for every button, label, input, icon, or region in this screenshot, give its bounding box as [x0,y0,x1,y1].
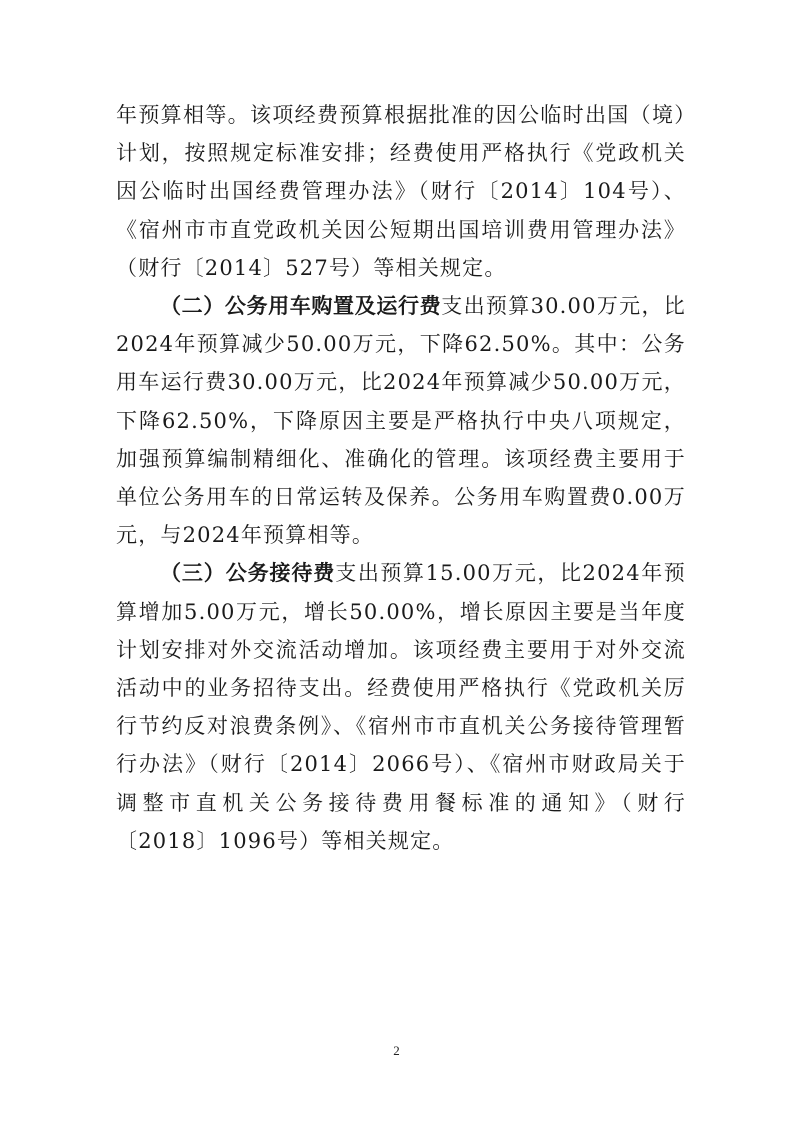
page-number: 2 [393,1043,400,1058]
paragraph-text: 年预算相等。该项经费预算根据批准的因公临时出国（境）计划，按照规定标准安排；经费使用严格执行《党政机关因公临时出国经费管理办法》（财行〔2014〕104号）、《宿州市市直党政机关因公短期出国培训费用管理办法》（财行〔2014〕527号）等相关规定。 [116,103,686,280]
paragraph-overseas-travel [116,96,686,287]
paragraph-text: 支出预算15.00万元，比2024年预算增加5.00万元，增长50.00%，增长原因主要是当年度计划安排对外交流活动增加。该项经费主要用于对外交流活动中的业务招待支出。经费使用严格执行《党政机关厉行节约反对浪费条例》、《宿州市市直机关公务接待管理暂行办法》（财行〔2014〕2066号）、《宿州市财政局关于调整市直机关公务接待费用餐标准的通知》（财行〔2018〕1096号）等相关规定。 [116,561,686,853]
section-heading-reception: （三）公务接待费 [160,561,336,586]
paragraph-official-vehicles [116,287,686,554]
paragraph-text: 支出预算30.00万元，比2024年预算减少50.00万元，下降62.50%。其中：公务用车运行费30.00万元，比2024年预算减少50.00万元，下降62.50%，下降原因主要是严格执行中央八项规定，加强预算编制精细化、准确化的管理。该项经费主要用于单位公务用车的日常运转及保养。公务用车购置费0.00万元，与2024年预算相等。 [116,294,687,548]
paragraph-official-reception [116,554,686,860]
section-heading-vehicles: （二）公务用车购置及运行费 [160,294,442,319]
document-body [116,96,686,860]
